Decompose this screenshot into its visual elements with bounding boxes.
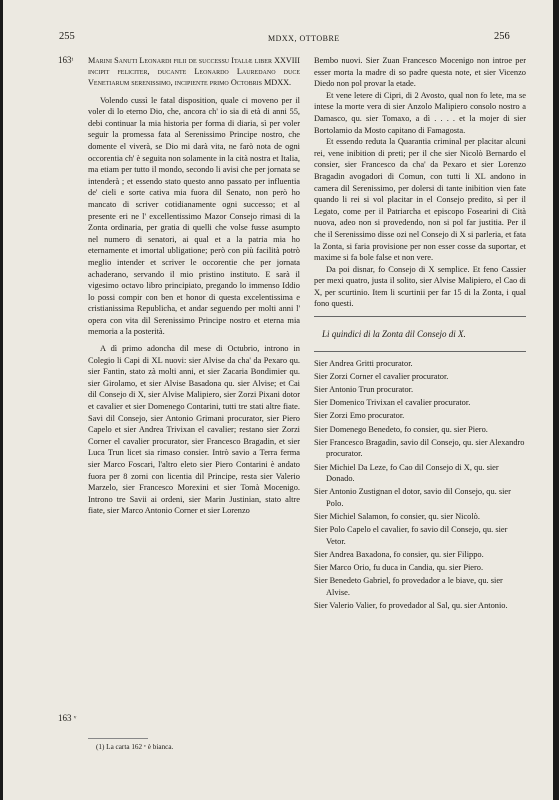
list-item: Sier Domenego Benedeto, fo consier, qu. sier Piero. [314,424,488,434]
footnote-area [88,738,300,751]
list-item: Sier Zorzi Emo procurator. [314,411,405,421]
right-column [314,55,526,613]
footnote: (1) La carta 162 ᵛ è bianca. [96,743,174,751]
margin-folio-note: 163ᵗ [58,55,74,65]
paragraph: A dì primo adoncha dil mese di Octubrio, introno in Colegio li Capi di XL nuovi: sier Alvise da cha' da Pexaro qu. sier Fantin, stato zà molti anni, et sier Zacaria Bondimier qu. sier Girolamo, et sier Alvise Basadona qu. sier Alvise; et Cai dil Consejo di X, sier Alvise Malipiero, sier Zorzi Pixani dotor et cavalier et sier Domenego Contarini, tutti tre stati altre fiate. Savi dil Consejo, sier Antonio Grimani procurator, sier Piero Capelo et sier Andrea Trivixan el cavalier; restano sier Zorzi Corner el cavalier procurator, sier Francesco Bragadin, et sier Luca Trun licet sia rimaso consier. Intrò savio a Terra ferma sier Marco Foscari, l'altro eleto sier Piero Contarini è andato fuora per 8 zorni con licentia dil Principe, resta sier Valerio Marzelo, sier Francesco Morexini et sier Tomà Mocenigo. Introno tre Savii ai ordeni, sier Marin Justinian, stato altre fiate, sier Marco Antonio Corner et sier Lorenzo [88,344,300,516]
list-item: Sier Michiel Da Leze, fo Cao dil Consejo di X, qu. sier Donado. [314,462,499,484]
book-title: Marini Sanuti Leonardi filii de successu Italiæ liber XXVIII incipit feliciter, ducante Leonardo Lauredano duce Venetiarum serenissimo, incipiente primo Octobris MDXX. [88,56,300,88]
list-item: Sier Benedeto Gabriel, fo provedador a le biave, qu. sier Alvise. [314,576,503,598]
paragraph: Et essendo reduta la Quarantia criminal per placitar alcuni rei, vene inibition di preti; per il che sier Nicolò Bernardo el consier, sier Francesco da cha' da Pexaro et sier Lorenzo Bragadin avogadori di Comun, con tutti li XL andono in camera dil Serenissimo, per dolersi di tante inibition vien fate quando li rei si vol placitar in el Consejo predito, sì per il Legato, come per il Patriarcha et episcopo Fosearini di Cità nuova, adeo non si provedendo, non si pol far justitia. Per il che il Serenissimo disse ozi nel Consejo di X si parleria, et fata la Zonta, si faria provisione per non esser cosse da suportar, et maxime si fa bole false et non vere. [314,137,526,263]
book-page [3,0,553,800]
page-number-left: 255 [59,31,75,42]
section-title: Li quindici di la Zonta dil Consejo di X. [322,329,466,340]
left-column [88,55,300,517]
list-item: Sier Marco Orio, fu duca in Candia, qu. sier Piero. [314,563,484,573]
list-item: Sier Francesco Bragadin, savio dil Consejo, qu. sier Alexandro procurator. [314,437,525,459]
footnote-rule [88,738,148,739]
list-item: Sier Antonio Zustignan el dotor, savio dil Consejo, qu. sier Polo. [314,487,511,508]
paragraph: Bembo nuovi. Sier Zuan Francesco Mocenigo non introe per esser morta la madre di so padre questa note, et sier Vicenzo Diedo non pol provar la etade. [314,56,526,89]
paragraph: Da poi disnar, fo Consejo di X semplice. Et feno Cassier per mexi quatro, justa il solito, sier Alvise Malipiero, el Cao di X, per scurtinio. Item li scurtinii per far 15 di la Zonta, i qual fono questi. [314,264,526,309]
list-item: Sier Zorzi Corner el cavalier procurator. [314,371,449,381]
paragraph: Et vene letere di Cipri, di 2 Avosto, qual non fo lete, ma se intese la morte vera di sier Anzolo Malipiero consolo nostro a Damasco, qu. sier Tomaxo, a dì . . . . et la mojer di sier Bortolamio da Mosto capitano di Famagosta. [314,90,526,135]
paragraph: Volendo cussì le fatal disposition, quale ci moveno per il voler di lo eterno Dio, che, ancora ch' io sia di età di anni 55, debi continuar la mia historia per forma di diaria, sì per voler seguir la promessa fata al Serenissimo Principe nostro, che domente el viverà, se Dio mi darà vita, ne farò nota de ogni occorentia ch' è seguita non solamente in la cità nostra et Italia, ma etiam per tutto il mondo, secondo li avisi che per jornata se intenderà ; et essendo stato questo anno passato per influentia de' cieli e sorte cativa mia fuora dil Senato, non però ho mancato di scriver cotidianamente ogni successo; et al presente eri ne l' excellentissimo Mazor Consejo rimasi di la Zonta ordinaria, per gratia di quelli che volse fusse asumpto nel numero di senatori, ai qual et a la patria mia ho eternamente et imortal ubligatione; però con più facilità potrò meglio intender et scriver le occorentie che per jornata achaderano, servando il mio pristino instituto. E sarà il vigesimo octavo libro principiato, pregando lo immenso Iddio lo possi compir con ben et honor di questa excelentissima e cristianissima Republicha, et andar seguendo per molti anni l' opera con vita dil Serenissimo Principe nostro et eterna mia memoria a la posterità. [88,95,300,337]
list-item: Sier Andrea Gritti procurator. [314,358,413,368]
section-divider [314,316,526,317]
list-item: Sier Domenico Trivixan el cavalier procurator. [314,398,471,408]
page-number-right: 256 [494,31,510,42]
list-item: Sier Michiel Salamon, fo consier, qu. sier Nicolò. [314,512,480,522]
section-divider [314,351,526,352]
margin-folio-note: 163 ᵛ [58,713,77,723]
member-list [314,358,526,612]
running-title: MDXX, OTTOBRE [268,34,340,43]
list-item: Sier Polo Capelo el cavalier, fo savio dil Consejo, qu. sier Vetor. [314,525,508,546]
list-item: Sier Antonio Trun procurator. [314,385,414,395]
list-item: Sier Andrea Baxadona, fo consier, qu. sier Filippo. [314,550,484,560]
list-item: Sier Valerio Valier, fo provedador al Sal, qu. sier Antonio. [314,601,508,611]
